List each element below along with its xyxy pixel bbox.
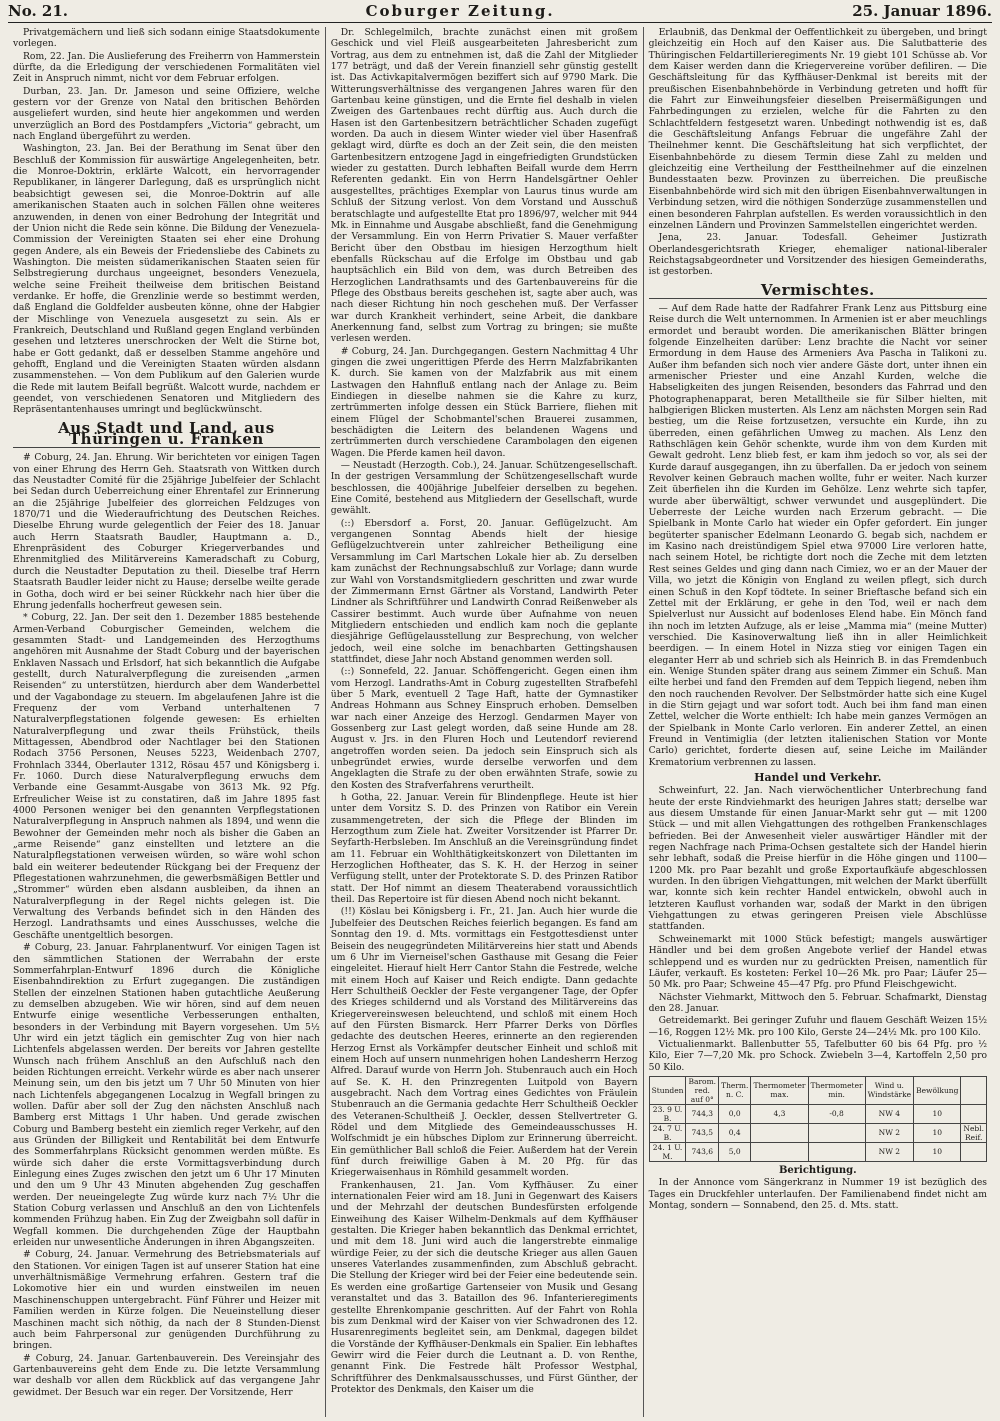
table-cell: 10: [914, 1123, 961, 1142]
article-paragraph: # Coburg, 24. Januar. Vermehrung des Betriebsmaterials auf den Stationen. Vor einigen Tagen ist auf unserer Station hat eine unverhältnismäßige Vermehrung erfahren. Gestern traf die Lokomotive hier ein und wurden einstweilen im neuen Maschinenschuppen untergebracht. Fünf Führer und Heizer mit Familien werden in Kürze folgen. Die Neueinstellung dieser Maschinen macht sich nöthig, da nach der 8 Stunden-Dienst auch beim Fahrpersonal zur genügenden Durchführung zu bringen.: [13, 1249, 320, 1352]
table-cell: Nebl. Reif.: [961, 1123, 987, 1142]
masthead: [8, 0, 992, 23]
issue-number: No. 21.: [8, 2, 68, 20]
table-cell: [808, 1142, 865, 1161]
article-paragraph: (::) Sonnefeld, 22. Januar. Schöffengericht. Gegen einen ihm vom Herzogl. Landraths-Amt in Coburg zugestellten Strafbefehl über 5 Mark, eventuell 2 Tage Haft, hatte der Gymnastiker Andreas Hohmann aus Schney Einspruch erhoben. Demselben war nach einer Anzeige des Herzogl. Gendarmen Mayer von Gossenberg zur Last gelegt worden, daß seine Hunde am 28. August v. Jrs. in den Fluren Hoch und Leutendorf revierend angetroffen worden seien. Da jedoch sein Einspruch sich als unbegründet erwies, wurde derselbe verworfen und dem Angeklagten die Strafe zu der oben erwähnten Strafe, sowie zu den Kosten des Strafverfahrens verurtheilt.: [330, 666, 638, 791]
article-paragraph: — Auf dem Rade hatte der Radfahrer Frank Lenz aus Pittsburg eine Reise durch die Welt unternommen. In Armenien ist er aber meuchlings ermordet und beraubt worden. Die amerikanischen Blätter bringen folgende Einzelheiten darüber: Lenz brachte die Nacht vor seiner Ermordung in dem Hause des Armeniers Ava Pascha in Talikoni zu. Außer ihm befanden sich noch vier andere Gäste dort, unter ihnen ein armenischer Priester und eine Anzahl Kurden, welche die Habseligkeiten des jungen Reisenden, besonders das Fahrrad und den Photographenapparat, beren Metalltheile sie für Silber hielten, mit halbgierigen Blicken musterten. Als Lenz am nächsten Morgen sein Rad bestieg, um die Reise fortzusetzen, versuchte ein Kurde, ihn zu überreden, einen gefährlichen Umweg zu machen. Als Lenz den Rathschlägen kein Gehör schenkte, wurde ihm von dem Kurden mit Gewalt gedroht. Lenz blieb fest, er kam ihm jedoch so vor, als sei der Kurde darauf ausgegangen, ihn zu überfallen. Da er jedoch von seinem Revolver keinen Gebrauch machen wollte, fuhr er weiter. Nach kurzer Zeit überfielen ihn die Kurden im Gehölze. Lenz wehrte sich tapfer, wurde aber überwältigt, schwer verwundet und ausgeplündert. Die Ueberreste der Leiche wurden nach Erzerum gebracht. — Die Spielbank in Monte Carlo hat wieder ein Opfer gefordert. Ein junger begüterter spanischer Edelmann Leonardo G. begab sich, nachdem er im Kasino nach dreistündigem Spiel etwa 97000 Lire verloren hatte, nach seinem Hotel, be richtigte dort noch die Zeche mit dem letzten Rest seines Geldes und ging dann nach Cimiez, wo er an der Mauer der Villa, wo jetzt die Königin von England zu weilen pflegt, sich durch einen Schuß in den Kopf tödtete. In seiner Brieftasche befand sich ein Zettel mit der Erklärung, er gehe in den Tod, weil er nach dem Spielverlust nur Aussicht auf bodenloses Elend habe. Ein Mönch fand ihn noch im letzten Aufzuge, als er leise „Mamma mia“ (meine Mutter) verschied. Die Kasinoverwaltung ließ ihn in aller Heimlichkeit beerdigen. — In einem Hotel in Nizza stieg vor einigen Tagen ein eleganter Herr ab und schrieb sich als Heinrich B. in das Fremdenbuch ein. Wenige Stunden später drang aus seinem Zimmer ein Schuß. Man eilte herbei und fand den Fremden auf dem Teppich liegend, neben ihm den noch rauchenden Revolver. Der Selbstmörder hatte sich eine Kugel in die Stirn gejagt und war sofort todt. Auch bei ihm fand man einen Zettel, welcher die Worte enthielt: Ich habe mein ganzes Vermögen an der Spielbank in Monte Carlo verloren. Ein anderer Zettel, an einen Freund in Ventimiglia (der letzten italienischen Station vor Monte Carlo) gerichtet, forderte diesen auf, seine Leiche im Mailänder Krematorium verbrennen zu lassen.: [648, 302, 987, 768]
table-cell: 10: [914, 1104, 961, 1123]
article-paragraph: * Coburg, 22. Jan. Der seit den 1. Dezember 1885 bestehende Armen-Verband Coburgischer Gemeinden, welchem die gesammten Stadt- und Landgemeinden des Herzogthums angehören mit Ausnahme der Stadt Coburg und der bayerischen Enklaven Nassach und Erlsdorf, hat sich bekanntlich die Aufgabe gestellt, durch Naturalverpflegung die zureisenden „armen Reisenden“ zu unterstützen, hierdurch aber dem Wanderbettel und der Vagabondage zu steuern. Im abgelaufenen Jahre ist die Frequenz der vom Verband unterhaltenen 7 Naturalverpflegstationen folgende gewesen: Es erhielten Naturalverpflegung und zwar theils Frühstück, theils Mittagessen, Abendbrod oder Nachtlager bei den Stationen Rodach 3756 Personen, Neuses 5223, Weidenbach 2707, Frohnlach 3344, Oberlauter 1312, Rösau 457 und Königsberg i. Fr. 1060. Durch diese Naturalverpflegung erwuchs dem Verbande eine Gesammt-Ausgabe von 3613 Mk. 92 Pfg. Erfreulicher Weise ist zu constatiren, daß im Jahre 1895 fast 4000 Personen weniger bei den genannten Verpflegstationen Naturalverpflegung in Anspruch nahmen als 1894, und wenn die Bewohner der Gemeinden mehr noch als bisher die Gaben an „arme Reisende“ ganz einstellten und letztere an die Naturalpflegstationen verweisen würden, so wäre wohl schon bald ein weiterer bedeutender Rückgang bei der Frequenz der Pflegestationen wahrzunehmen, die gewerbsmäßigen Bettler und „Strommer“ würden eben alsdann ausbleiben, da ihnen an Naturalverpflegung in der Regel nichts gelegen ist. Die Verwaltung des Verbands befindet sich in den Händen des Herzogl. Landrathsamts und eines Ausschusses, welche die Geschäfte unentgeltlich besorgen.: [13, 612, 320, 941]
table-cell: 743,5: [686, 1123, 719, 1142]
article-paragraph: h Gotha, 22. Januar. Verein für Blindenpflege. Heute ist hier unter dem Vorsitz S. D. des Prinzen von Ratibor ein Verein zusammengetreten, der sich die Pflege der Blinden im Herzogthum zum Ziele hat. Zweiter Vorsitzender ist Pfarrer Dr. Seyfarth-Herbsleben. Im Anschluß an die Vereinsgründung findet am 11. Februar ein Wohlthätigkeitskonzert von Dilettanten im Herzoglichen Hoftheater, das S. K. H. der Herzog in seiner Verfügung stellt, unter der Protektorate S. D. des Prinzen Ratibor statt. Der Hof nimmt an diesem Theaterabend voraussichtlich theil. Das Repertoire ist für diesen Abend noch nicht bekannt.: [330, 792, 638, 906]
table-cell: [751, 1142, 808, 1161]
article-paragraph: Getreidemarkt. Bei geringer Zufuhr und flauem Geschäft Weizen 15½—16, Roggen 12½ Mk. pro 100 Kilo, Gerste 24—24½ Mk. pro 100 Kilo.: [648, 1015, 987, 1038]
article-paragraph: Durban, 23. Jan. Dr. Jameson und seine Offiziere, welche gestern vor der Grenze von Natal den britischen Behörden ausgeliefert wurden, sind heute hier angekommen und werden unverzüglich an Bord des Postdampfers „Victoria“ gebracht, um nach England übergeführt zu werden.: [13, 85, 320, 143]
table-cell: 744,3: [686, 1104, 719, 1123]
weather-table: [649, 1076, 987, 1162]
table-cell: 24. 7 U. B.: [649, 1123, 686, 1142]
table-cell: NW 2: [865, 1123, 914, 1142]
article-paragraph: Schweinfurt, 22. Jan. Nach vierwöchentlicher Unterbrechung fand heute der erste Rindviehmarkt des heurigen Jahres statt; derselbe war aus diesem Umstande für einen Januar-Markt sehr gut — mit 1200 Stück — und mit allen Viehgattungen des rothgelben Frankenschlages befrieden. Bei der Anwesenheit vieler auswärtiger Händler mit der regen Nachfrage nach Prima-Ochsen gestaltete sich der Handel hierin sehr lebhaft, sodaß die Preise hierfür in die Höhe gingen und 1100—1200 Mk. pro Paar bezahlt und große Exportaufkäufe abgeschlossen wurden. In den übrigen Viehgattungen, mit welchen der Markt überfüllt war, konnte sich kein rechter Handel entwickeln, obwohl auch in letzteren Kauflust vorhanden war, sodaß der Markt in den übrigen Viehgattungen zu etwas geringeren Preisen viele Abschlüsse stattfanden.: [648, 785, 987, 933]
table-header-cell: Stunden: [649, 1076, 686, 1104]
table-header-cell: Bewölkung: [914, 1076, 961, 1104]
table-cell: 10: [914, 1142, 961, 1161]
table-cell: [961, 1142, 987, 1161]
article-paragraph: (!!) Köslau bei Königsberg i. Fr., 21. Jan. Auch hier wurde die Jubelfeier des Deutschen Reiches feierlich begangen. Es fand am Sonntag den 19. d. Mts. vormittags ein Festgottesdienst unter Beisein des neugegründeten Militärvereins hier statt und Abends um 6 Uhr im Vierneisel'schen Gasthause mit Gesang die Feier eingeleitet. Hierauf hielt Herr Cantor Stahn die Festrede, welche mit einem Hoch auf Kaiser und Reich endigte. Dann gedachte Herr Schultheiß Oeckler der Feste vergangener Tage, der Opfer des Krieges schildernd und als Vorstand des Militärvereins das Kriegervereinswesen beleuchtend, und schloß mit einem Hoch auf den Fürsten Bismarck. Herr Pfarrer Derks von Dörfles gedachte des deutschen Heeres, erinnerte an den regierenden Herzog Ernst als Vorkämpfer deutscher Einheit und schloß mit einem Hoch auf unsern nunmehrigen hohen Landesherrn Herzog Alfred. Darauf wurde von Herrn Joh. Stubenrauch auch ein Hoch auf Se. K. H. den Prinzregenten Luitpold von Bayern ausgebracht. Nach dem Vortrag eines Gedichtes von Fräulein Stubenrauch an die Germania gedachte Herr Schultheiß Oeckler des Veteranen-Schultheiß J. Oeckler, dessen Stellvertreter G. Rödel und dem Mitgliede des Gemeindeausschusses H. Wolfschmidt je ein hübsches Diplom zur Erinnerung überreicht. Ein gemüthlicher Ball schloß die Feier. Außerdem hat der Verein fünf durch freiwillige Gaben à M. 20 Pfg. für das Kriegerwaisenhaus in Römhild gesammelt worden.: [330, 906, 638, 1179]
table-cell: 0,0: [719, 1104, 751, 1123]
article-paragraph: # Coburg, 24. Januar. Gartenbauverein. Des Vereinsjahr des Gartenbauvereins geht dem Ende zu. Die letzte Versammlung war deshalb vor allen dem Rückblick auf das vergangene Jahr gewidmet. Der Besuch war ein reger. Der Vorsitzende, Herr: [13, 1352, 320, 1398]
article-paragraph: Frankenhausen, 21. Jan. Vom Kyffhäuser. Zu einer internationalen Feier wird am 18. Juni in Gegenwart des Kaisers und der Mehrzahl der deutschen Bundesfürsten erfolgende Einweihung des Kaiser Wilhelm-Denkmals auf dem Kyffhäuser gestalten. Die Krieger haben bekanntlich das Denkmal errichtet, und mit dem 18. Juni wird auch die langerstrebte einmalige würdige Feier, zu der sich die deutsche Krieger aus allen Gauen unseres Vaterlandes zusammenfinden, zum Abschluß gebracht. Die Stellung der Krieger wird bei der Feier eine bedeutende sein. Es werden eine großartige Gartenseier von Musik und Gesang veranstaltet und das 3. Bataillon des 96. Infanterieregiments gestellte Ehrenkompanie geschritten. Auf der Fahrt von Rohla bis zum Denkmal wird der Kaiser von vier Schwadronen des 12. Husarenregiments begleitet sein, am Denkmal, dagegen bildet die Vorstände der Kyffhäuser-Denkmals ein Spalier. Ein lebhaftes Gewirr wird die Feier durch die Leutnant a. D. von Renthe, genannt Fink. Die Festrede hält Professor Westphal, Schriftführer des Denkmalsausschusses, und Fürst Günther, der Protektor des Denkmals, den Kaiser um die: [330, 1179, 638, 1395]
table-header-cell: Thermometer max.: [751, 1076, 808, 1104]
section-heading: Handel und Verkehr.: [754, 771, 882, 784]
article-paragraph: — Neustadt (Herzogth. Cob.), 24. Januar. Schützengesellschaft. In der gestrigen Versammlung der Schützengesellschaft wurde beschlossen, die 400jährige Jubelfeier derselben zu begehen. Eine Comité, bestehend aus Mitgliedern der Gesellschaft, wurde gewählt.: [330, 460, 638, 517]
column-1: [8, 27, 325, 1417]
article-paragraph: Jena, 23. Januar. Todesfall. Geheimer Justizrath Oberlandesgerichtsrath Krieger, ehemaliger national-liberaler Reichstagsabgeordneter und Vorsitzender des hiesigen Gemeinderaths, ist gestorben.: [648, 232, 987, 278]
table-header-cell: Thermometer min.: [808, 1076, 865, 1104]
issue-date: 25. Januar 1896.: [852, 2, 992, 20]
article-paragraph: Rom, 22. Jan. Die Auslieferung des Freiherrn von Hammerstein dürfte, da die Erledigung der verschiedenen Formalitäten viel Zeit in Anspruch nimmt, nicht vor dem Februar erfolgen.: [13, 50, 320, 85]
table-cell: 24. 1 U. M.: [649, 1142, 686, 1161]
table-cell: [808, 1123, 865, 1142]
column-3: [643, 27, 992, 1417]
correction-text: In der Annonce vom Sängerkranz in Nummer 19 ist bezüglich des Tages ein Druckfehler unterlaufen. Der Familienabend findet nicht am Montag, sondern — Sonnabend, den 25. d. Mts. statt.: [648, 1177, 987, 1211]
table-header-cell: Wind u. Windstärke: [865, 1076, 914, 1104]
table-cell: 23. 9 U. B.: [649, 1104, 686, 1123]
table-cell: [751, 1123, 808, 1142]
correction-title: Berichtigung.: [778, 1164, 857, 1176]
table-cell: 4,3: [751, 1104, 808, 1123]
article-paragraph: Washington, 23. Jan. Bei der Berathung im Senat über den Beschluß der Kommission für auswärtige Angelegenheiten, betr. die Monroe-Doktrin, erklärte Walcott, ein hervorragender Republikaner, in längerer Darlegung, daß es ursprünglich nicht beabsichtigt gewesen sei, die Monroe-Doktrin auf alle amerikanischen Staaten auch in solchen Fällen ohne weiteres anzuwenden, in denen von einer Bedrohung der Integrität und der Union nicht die Rede sein könne. Die Bildung der Venezuela-Commission der Vereinigten Staaten sei eher eine Drohung gegen Andere, als ein Beweis der Friedensliebe des Cabinets zu Washington. Die meisten südamerikanischen Staaten seien für Selbstregierung durchaus ungeeignet, besonders Venezuela, welche seine Freiheit theilweise dem britischen Beistand verdanke. Er hoffe, die Grenzlinie werde so bestimmt werden, daß England die Goldfelder ausbeuten könne, ohne der Habgier der Mischlinge von Venezuela ausgesetzt zu sein. Als er Frankreich, Deutschland und Rußland gegen England verbünden gesehen und letzteres unerschrocken der Welt die Stirne bot, habe er Gott gedankt, daß er desselben Stamme angehöre und gehofft, England und die Vereinigten Staaten würden alsdann zusammenstehen. — Von dem Publikum auf den Galerien wurde die Rede mit lautem Beifall begrüßt. Walcott wurde, nachdem er geendet, von verschiedenen Senatoren und Mitgliedern des Repräsentantenhauses umringt und beglückwünscht.: [13, 143, 320, 416]
article-paragraph: # Coburg, 24. Jan. Ehrung. Wir berichteten vor einigen Tagen von einer Ehrung des Herrn Geh. Staatsrath von Wittken durch das Neustadter Comité für die 25jährige Jubelfeier der Schlacht bei Sedan durch Ueberreichung einer Ehrentafel zur Erinnerung an die 25jährige Jubelfeier des glorreichen Feldzuges von 1870/71 und die Wiederaufrichtung des Deutschen Reiches. Dieselbe Ehrung wurde gelegentlich der Feier des 18. Januar auch Herrn Staatsrath Baudler, Hauptmann a. D., Ehrenpräsident des Coburger Kriegerverbandes und Ehrenmitglied des Militärvereins Kameradschaft zu Coburg, durch die Neustadter Deputation zu theil. Dieselbe traf Herrn Staatsrath Baudler leider nicht zu Hause; derselbe weilte gerade in Gotha, doch wird er bei seiner Rückkehr nach hier über die Ehrung jedenfalls hocherfreut gewesen sein.: [13, 452, 320, 611]
table-row: [649, 1123, 986, 1142]
table-row: [649, 1104, 986, 1123]
article-paragraph: (::) Ebersdorf a. Forst, 20. Januar. Geflügelzucht. Am vergangenen Sonntag Abends hielt der hiesige Geflügelzuchtverein unter zahlreicher Betheiligung eine Versammlung im Carl Martschen Lokale hier ab. Zu derselben kam zunächst der Rechnungsabschluß zur Vorlage; dann wurde zur Wahl von Vorstandsmitgliedern geschritten und zwar wurde der Zimmermann Ernst Gärtner als Vorstand, Landwirth Peter Lindner als Schriftführer und Landwirth Conrad Reißenweber als Cassirer bestimmt. Auch wurde über Aufnahme von neuen Mitgliedern entschieden und endlich kam noch die geplante diesjährige Geflügelausstellung zur Besprechung, von welcher jedoch, weil eine solche im benachbarten Gettingshausen stattfindet, diese Jahr noch Abstand genommen werden soll.: [330, 517, 638, 665]
table-cell: -0,8: [808, 1104, 865, 1123]
table-cell: 5,0: [719, 1142, 751, 1161]
article-paragraph: Erlaubniß, das Denkmal der Oeffentlichkeit zu übergeben, und bringt gleichzeitig ein Hoch auf den Kaiser aus. Die Salutbatterie des Thüringischen Feldartillerieregiments Nr. 19 giebt 101 Schüsse ab. Vor dem Kaiser werden dann die Kriegervereine vorüber defiliren. — Die Geschäftsleitung für das Kyffhäuser-Denkmal ist bereits mit der preußischen Eisenbahnbehörde in Verbindung getreten und hofft für die Fahrt zur Einweihungsfeier dieselben Preisermäßigungen und Fahrbedingungen zu erzielen, welche für die Fahrten zu den Schlachtfeldern festgesetzt waren. Unbedingt nothwendig ist es, daß die Geschäftsleitung Anfangs Februar die ungefähre Zahl der Theilnehmer kennt. Die Geschäftsleitung hat sich verpflichtet, der Eisenbahnbehörde zu diesem Termin diese Zahl zu melden und gleichzeitig eine Vertheilung der Festtheilnehmer auf die einzelnen Bundesstaaten bezw. Provinzen zu überreichen. Die preußische Eisenbahnbehörde wird sich mit den übrigen Eisenbahnverwaltungen in Verbindung setzen, wird die nöthigen Sonderzüge zusammenstellen und einen besonderen Fahrplan aufstellen. Es werden voraussichtlich in den einzelnen Ländern und Provinzen Sammelstellen eingerichtet werden.: [648, 27, 987, 231]
section-heading: Vermischtes.: [649, 285, 987, 299]
table-cell: 743,6: [686, 1142, 719, 1161]
article-paragraph: # Coburg, 23. Januar. Fahrplanentwurf. Vor einigen Tagen ist den sämmtlichen Stationen der Werrabahn der erste Sommerfahrplan-Entwurf 1896 durch die Königliche Eisenbahndirektion zu Erfurt zugegangen. Die zuständigen Stellen der einzelnen Stationen haben gutachtliche Aeußerung zu demselben abzugeben. Wie wir hören, sind auf dem neuen Entwurfe einige wesentliche Verbesserungen enthalten, besonders in der Verbindung mit Bayern vorgesehen. Um 5½ Uhr wird ein jetzt täglich ein gemischter Zug von hier nach Lichtenfels abgelassen werden. Der bereits vor Jahren gestellte Wunsch nach frühem Anschluß an den Aufschluß nach den beiden Richtungen erreicht. Verkehr würde es aber nach unserer Meinung sein, um den bis jetzt um 7 Uhr 50 Minuten von hier nach Lichtenfels abgegangenen Localzug in Wegfall bringen zu wollen. Dafür aber soll der Zug den nächsten Anschluß nach Bamberg erst Mittags 1 Uhr haben. Und gerade zwischen Coburg und Bamberg besteht ein ziemlich reger Verkehr, auf den aus Gründen der Billigkeit und Rentabilität bei dem Entwurfe des Sommerfahrplans Rücksicht genommen werden müßte. Es würde sich daher die erste Vormittagsverbindung durch Einlegung eines Zuges zwischen den jetzt um 6 Uhr 17 Minuten und den um 9 Uhr 43 Minuten abgehenden Zug geschaffen werden. Der neueingelegte Zug würde kurz nach 7½ Uhr die Station Coburg verlassen und Anschluß an den von Lichtenfels kommenden Frühzug haben. Ein Zug der Zweigbahn soll dafür in Wegfall kommen. Die durchgehenden Züge der Hauptbahn erleiden nur unwesentliche Änderungen in ihren Abgangszeiten.: [13, 942, 320, 1249]
column-2: [325, 27, 643, 1417]
section-heading: Aus Stadt und Land, aus Thüringen u. Franken: [13, 423, 320, 449]
article-paragraph: Privatgemächern und ließ sich sodann einige Staatsdokumente vorlegen.: [13, 27, 320, 50]
table-cell: NW 4: [865, 1104, 914, 1123]
table-header-cell: Barom. red. auf 0°: [686, 1076, 719, 1104]
table-cell: 0,4: [719, 1123, 751, 1142]
newspaper-title: Coburger Zeitung.: [365, 2, 555, 20]
table-cell: NW 2: [865, 1142, 914, 1161]
columns: [8, 27, 992, 1417]
article-paragraph: Victualienmarkt. Ballenbutter 55, Tafelbutter 60 bis 64 Pfg. pro ½ Kilo, Eier 7—7,20 Mk. pro Schock. Zwiebeln 3—4, Kartoffeln 2,50 pro 50 Kilo.: [648, 1038, 987, 1073]
table-header-cell: [961, 1076, 987, 1104]
table-row: [649, 1142, 986, 1161]
table-header-row: [649, 1076, 986, 1104]
article-paragraph: # Coburg, 24. Jan. Durchgegangen. Gestern Nachmittag 4 Uhr gingen die zwei ungerittigen Pferde des Herrn Malzfabrikanten K. durch. Sie kamen von der Malzfabrik aus mit einem Lastwagen den Hahnfluß entlang nach der Anlage zu. Beim Eindiegen in dieselbe nahmen sie die Kahre zu kurz, zertrümmerten infolge dessen ein Stück Barriere, fliehen mit einem Flügel der Schobmantel'schen Brauerei zusammen, beschädigten die Leitern des belandenen Wagens und zertrümmerten durch verschiedene Carambolagen den eigenen Wagen. Die Pferde kamen heil davon.: [330, 345, 638, 459]
article-paragraph: Schweinemarkt mit 1000 Stück befestigt; mangels auswärtiger Händler und bei dem großen Angebote verlief der Handel etwas schleppend und es wurden nur zu gedrückten Preisen, namentlich für Läufer, verkauft. Es kosteten: Ferkel 10—26 Mk. pro Paar; Läufer 25—50 Mk. pro Paar; Schweine 45—47 Pfg. pro Pfund Fleischgewicht.: [648, 933, 987, 991]
article-paragraph: Dr. Schlegelmilch, brachte zunächst einen mit großem Geschick und viel Fleiß ausgearbeiteten Jahresbericht zum Vortrag, aus dem zu entnehmen ist, daß die Zahl der Mitglieder 177 beträgt, und daß der Verein finanziell sehr günstig gestellt ist. Das Activkapitalvermögen beziffert sich auf 9790 Mark. Die Witterungsverhältnisse des vergangenen Jahres waren für den Gartenbau keine günstigen, und die Ernte fiel deshalb in vielen Zweigen des Gartenbaues recht dürftig aus. Auch durch die Hasen ist den Gartenbesitzern beträchtlicher Schaden zugefügt worden. Da auch in diesem Winter wieder viel über Hasenfraß geklagt wird, dürfte es doch an der Zeit sein, die den meisten Gartenbesitzern entzogene Jagd in eingefriedigten Grundstücken wieder zu gestatten. Durch lebhaften Beifall wurde dem Herrn Referenten gedankt. Ein von Herrn Handelsgärtner Oehler ausgestelltes, prächtiges Exemplar von Laurus tinus wurde am Schluß der Sitzung verlost. Von dem Vorstand und Ausschuß beratschlagte und aufgestellte Etat pro 1896/97, welcher mit 944 Mk. in Einnahme und Ausgabe abschließt, fand die Genehmigung der Versammlung. Ein von Herrn Privatier S. Mauer verfaßter Bericht über den Obstbau im hiesigen Herzogthum hielt ebenfalls Rückschau auf die Erfolge im Obstbau und gab hauptsächlich ein Bild von dem, was durch Betreiben des Herzoglichen Landrathsamts und des Gartenbauvereins für die Pflege des Obstbaus bereits geschehen ist, sagte aber auch, was nach dieser Richtung hin noch geschehen muß. Der Verfasser war durch Krankheit verhindert, seine Arbeit, die dankbare Anerkennung fand, selbst zum Vortrag zu bringen; sie mußte verlesen werden.: [330, 27, 638, 345]
table-cell: [961, 1104, 987, 1123]
article-paragraph: Nächster Viehmarkt, Mittwoch den 5. Februar. Schafmarkt, Dienstag den 28. Januar.: [648, 991, 987, 1014]
table-header-cell: Therm. n. C.: [719, 1076, 751, 1104]
